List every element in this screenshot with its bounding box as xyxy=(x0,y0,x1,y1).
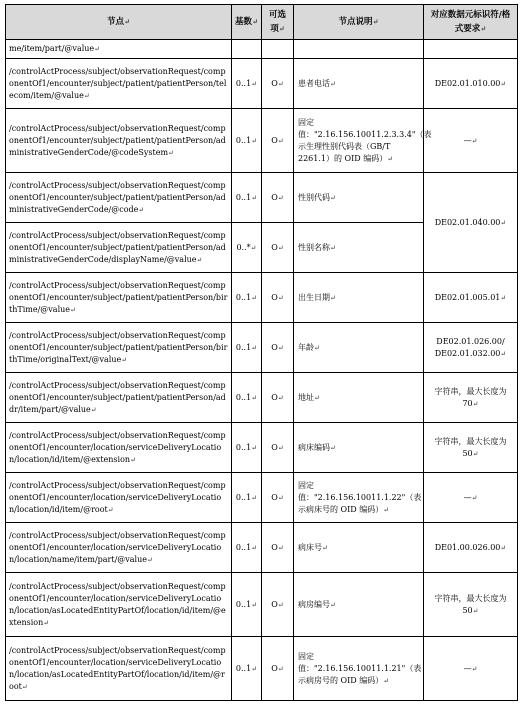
description-cell: 病床号↵ xyxy=(294,523,424,573)
metadata-cell: DE02.01.026.00/ DE02.01.032.00↵ xyxy=(424,323,518,373)
optional-cell: O↵ xyxy=(262,273,294,323)
metadata-cell: —↵ xyxy=(424,109,518,173)
table-row xyxy=(6,423,518,473)
table-row xyxy=(6,373,518,423)
node-path: me/item/part/@value↵ xyxy=(6,40,232,59)
table-row xyxy=(6,523,518,573)
header-cardinality: 基数↵ xyxy=(232,5,262,40)
cardinality-cell: 0..1↵ xyxy=(232,323,262,373)
optional-cell: O↵ xyxy=(262,637,294,701)
header-node: 节点↵ xyxy=(6,5,232,40)
description-cell: 病床编码↵ xyxy=(294,423,424,473)
node-path: /controlActProcess/subject/observationRequest/componentOf1/encounter/subject/patient/patientPerson/administrativeGenderCode/@code↵ xyxy=(6,173,232,223)
cardinality-cell: 0..1↵ xyxy=(232,473,262,523)
metadata-cell xyxy=(424,40,518,59)
cardinality-cell: 0..1↵ xyxy=(232,273,262,323)
table-row xyxy=(6,173,518,223)
table-row xyxy=(6,40,518,59)
node-path: /controlActProcess/subject/observationRequest/componentOf1/encounter/subject/patient/patientPerson/administrativeGenderCode/displayName/@value↵ xyxy=(6,223,232,273)
node-path: /controlActProcess/subject/observationRequest/componentOf1/encounter/location/serviceDeliveryLocation/location/name/item/part/@value↵ xyxy=(6,523,232,573)
optional-cell: O↵ xyxy=(262,373,294,423)
table-row xyxy=(6,573,518,637)
optional-cell: O↵ xyxy=(262,423,294,473)
metadata-cell: DE01.00.026.00↵ xyxy=(424,523,518,573)
metadata-cell: DE02.01.005.01↵ xyxy=(424,273,518,323)
optional-cell: O↵ xyxy=(262,109,294,173)
optional-cell: O↵ xyxy=(262,223,294,273)
description-cell: 患者电话↵ xyxy=(294,59,424,109)
node-path: /controlActProcess/subject/observationRequest/componentOf1/encounter/location/serviceDeliveryLocation/location/asLocatedEntityPartOf/location/id/item/@root↵ xyxy=(6,637,232,701)
table-row xyxy=(6,323,518,373)
node-path: /controlActProcess/subject/observationRequest/componentOf1/encounter/subject/patient/patientPerson/birthTime/originalText/@value↵ xyxy=(6,323,232,373)
node-path: /controlActProcess/subject/observationRequest/componentOf1/encounter/location/serviceDeliveryLocation/location/id/item/@extension↵ xyxy=(6,423,232,473)
description-cell: 地址↵ xyxy=(294,373,424,423)
metadata-cell: 字符串，最大长度为 70↵ xyxy=(424,373,518,423)
description-cell: 出生日期↵ xyxy=(294,273,424,323)
metadata-cell: DE02.01.040.00↵ xyxy=(424,173,518,273)
node-path: /controlActProcess/subject/observationRequest/componentOf1/encounter/subject/patient/patientPerson/birthTime/@value↵ xyxy=(6,273,232,323)
header-optional: 可选项↵ xyxy=(262,5,294,40)
cardinality-cell: 0..1↵ xyxy=(232,423,262,473)
optional-cell: O↵ xyxy=(262,573,294,637)
description-cell: 性别代码↵ xyxy=(294,173,424,223)
description-cell xyxy=(294,40,424,59)
cardinality-cell: 0..1↵ xyxy=(232,573,262,637)
optional-cell: O↵ xyxy=(262,523,294,573)
header-row xyxy=(6,5,518,40)
description-cell: 年龄↵ xyxy=(294,323,424,373)
table-row xyxy=(6,273,518,323)
metadata-cell: 字符串，最大长度为 50↵ xyxy=(424,423,518,473)
optional-cell: O↵ xyxy=(262,323,294,373)
node-path: /controlActProcess/subject/observationRequest/componentOf1/encounter/subject/patient/patientPerson/addr/item/part/@value↵ xyxy=(6,373,232,423)
spec-table xyxy=(5,4,518,701)
table-row xyxy=(6,637,518,701)
optional-cell: O↵ xyxy=(262,59,294,109)
cardinality-cell: 0..1↵ xyxy=(232,59,262,109)
header-metadata: 对应数据元标识符/格式要求↵ xyxy=(424,5,518,40)
optional-cell xyxy=(262,40,294,59)
cardinality-cell: 0..1↵ xyxy=(232,109,262,173)
description-cell: 固定值："2.16.156.10011.1.21"（表示病房号的 OID 编码）↵ xyxy=(294,637,424,701)
node-path: /controlActProcess/subject/observationRequest/componentOf1/encounter/location/serviceDeliveryLocation/location/id/item/@root↵ xyxy=(6,473,232,523)
optional-cell: O↵ xyxy=(262,473,294,523)
description-cell: 固定值："2.16.156.10011.1.22"（表示病床号的 OID 编码）↵ xyxy=(294,473,424,523)
description-cell: 固定值："2.16.156.10011.2.3.3.4"（表示生理性别代码表（GB/T 2261.1）的 OID 编码）↵ xyxy=(294,109,424,173)
node-path: /controlActProcess/subject/observationRequest/componentOf1/encounter/location/serviceDeliveryLocation/location/asLocatedEntityPartOf/location/id/item/@extension↵ xyxy=(6,573,232,637)
metadata-cell: —↵ xyxy=(424,637,518,701)
cardinality-cell: 0..1↵ xyxy=(232,173,262,223)
metadata-cell: 字符串，最大长度为 50↵ xyxy=(424,573,518,637)
cardinality-cell: 0..1↵ xyxy=(232,637,262,701)
description-cell: 病房编号↵ xyxy=(294,573,424,637)
node-path: /controlActProcess/subject/observationRequest/componentOf1/encounter/subject/patient/patientPerson/telecom/item/@value↵ xyxy=(6,59,232,109)
optional-cell: O↵ xyxy=(262,173,294,223)
table-row xyxy=(6,109,518,173)
cardinality-cell: 0..*↵ xyxy=(232,223,262,273)
cardinality-cell: 0..1↵ xyxy=(232,523,262,573)
node-path: /controlActProcess/subject/observationRequest/componentOf1/encounter/subject/patient/patientPerson/administrativeGenderCode/@codeSystem↵ xyxy=(6,109,232,173)
description-cell: 性别名称↵ xyxy=(294,223,424,273)
cardinality-cell: 0..1↵ xyxy=(232,373,262,423)
metadata-cell: DE02.01.010.00↵ xyxy=(424,59,518,109)
cardinality-cell xyxy=(232,40,262,59)
table-row xyxy=(6,473,518,523)
table-row xyxy=(6,59,518,109)
header-description: 节点说明↵ xyxy=(294,5,424,40)
metadata-cell: —↵ xyxy=(424,473,518,523)
